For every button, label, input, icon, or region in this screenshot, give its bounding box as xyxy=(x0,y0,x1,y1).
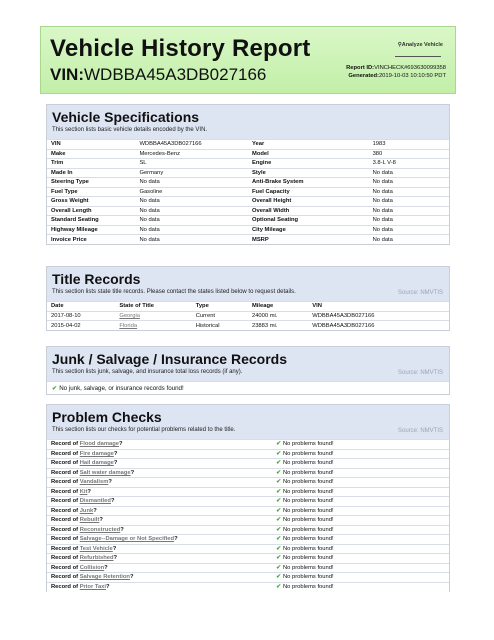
spec-label: Fuel Capacity xyxy=(251,188,290,195)
report-title: Vehicle History Report xyxy=(50,35,311,62)
check-icon: ✔ xyxy=(276,584,281,590)
problem-label: Record of Salvage Retention? xyxy=(51,574,134,581)
spec-value: 3.8-L V-8 xyxy=(372,160,396,167)
problem-result xyxy=(272,573,449,583)
problem-result-text: No problems found! xyxy=(282,574,334,581)
problem-row xyxy=(47,544,449,554)
title-records-header xyxy=(47,267,449,301)
problem-link[interactable]: Flood damage xyxy=(79,441,119,448)
record-of-prefix: Record of xyxy=(51,564,79,571)
check-icon: ✔ xyxy=(52,385,58,392)
spec-value: No data xyxy=(372,226,393,233)
specs-section xyxy=(46,104,450,245)
spec-row xyxy=(47,168,449,178)
problem-label: Record of Prior Taxi? xyxy=(51,584,110,590)
spec-value: No data xyxy=(139,179,160,186)
title-cell: 23883 mi. xyxy=(251,322,278,329)
spec-row xyxy=(47,206,449,216)
spec-row xyxy=(47,235,449,245)
problem-label: Record of Vandalism? xyxy=(51,479,112,486)
spec-value: No data xyxy=(372,236,393,243)
problem-label: Record of Test Vehicle? xyxy=(51,545,117,552)
check-icon: ✔ xyxy=(276,498,281,505)
problem-row xyxy=(47,573,449,583)
record-of-prefix: Record of xyxy=(51,469,79,476)
generated-value: 2019-10-03 10:10:50 PDT xyxy=(378,73,446,79)
check-icon: ✔ xyxy=(276,441,281,448)
magnifier-icon: ⚲ xyxy=(397,42,402,48)
junk-title: Junk / Salvage / Insurance Records xyxy=(52,351,287,367)
problem-link[interactable]: Salt water damage xyxy=(79,469,131,476)
spec-label: Model xyxy=(251,150,269,157)
problem-label: Record of Hail damage? xyxy=(51,460,118,467)
problem-result-text: No problems found! xyxy=(282,507,334,514)
spec-label: Overall Height xyxy=(251,198,292,205)
title-row xyxy=(47,311,449,321)
problem-link[interactable]: Junk xyxy=(79,507,94,514)
title-records-desc: This section lists state title records. Please contact the states listed below to request details. xyxy=(52,289,296,295)
spec-value: SL xyxy=(139,160,147,167)
problem-result xyxy=(272,563,449,573)
problem-link[interactable]: Salvage Retention xyxy=(79,574,130,581)
problem-row xyxy=(47,459,449,469)
spec-label: MSRP xyxy=(251,236,269,243)
spec-value: No data xyxy=(139,226,160,233)
problem-label: Record of Reconstructed? xyxy=(51,526,124,533)
title-records-title: Title Records xyxy=(52,271,141,287)
spec-row xyxy=(47,197,449,207)
problem-label: Record of Dismantled? xyxy=(51,498,115,505)
spec-row xyxy=(47,216,449,226)
problem-link[interactable]: Reconstructed xyxy=(79,526,121,533)
spec-label: Gross Weight xyxy=(51,198,89,205)
spec-value: Germany xyxy=(139,169,164,176)
problem-label: Record of Collision? xyxy=(51,564,108,571)
problem-result xyxy=(272,449,449,459)
problem-label: Record of Refurbished? xyxy=(51,555,118,562)
problem-link[interactable]: Dismantled xyxy=(79,498,111,505)
specs-table xyxy=(47,139,449,244)
spec-label: Anti-Brake System xyxy=(251,179,304,186)
problem-row xyxy=(47,487,449,497)
record-of-prefix: Record of xyxy=(51,555,79,562)
spec-value: No data xyxy=(372,169,393,176)
spec-label: City Mileage xyxy=(251,226,286,233)
vin-heading xyxy=(50,65,266,85)
problem-row xyxy=(47,468,449,478)
problem-result-text: No problems found! xyxy=(282,479,334,486)
spec-row xyxy=(47,140,449,150)
title-cell: Historical xyxy=(195,322,220,329)
check-icon: ✔ xyxy=(276,517,281,524)
check-icon: ✔ xyxy=(276,555,281,562)
problem-result xyxy=(272,478,449,488)
problem-link[interactable]: Kit xyxy=(79,488,88,495)
problem-result-text: No problems found! xyxy=(282,536,334,543)
problem-label: Record of Flood damage? xyxy=(51,441,123,448)
junk-header xyxy=(47,347,449,381)
problem-link[interactable]: Vandalism xyxy=(79,479,109,486)
check-icon: ✔ xyxy=(276,469,281,476)
title-records-source: Source: NMVTIS xyxy=(397,290,443,296)
spec-value: No data xyxy=(372,217,393,224)
title-cell: WDBBA45A3DB027166 xyxy=(312,322,375,329)
problem-result-text: No problems found! xyxy=(282,498,334,505)
spec-value: No data xyxy=(139,236,160,243)
problems-section xyxy=(46,404,450,592)
problem-row xyxy=(47,506,449,516)
title-row xyxy=(47,321,449,331)
record-of-prefix: Record of xyxy=(51,545,79,552)
title-cell xyxy=(115,321,191,331)
problem-result xyxy=(272,459,449,469)
spec-label: Steering Type xyxy=(51,179,89,186)
vin-value: WDBBA45A3DB027166 xyxy=(84,65,267,84)
problem-result xyxy=(272,535,449,545)
title-col-header: Mileage xyxy=(251,303,274,310)
record-of-prefix: Record of xyxy=(51,450,79,457)
check-icon: ✔ xyxy=(276,460,281,467)
title-cell: 2015-04-02 xyxy=(51,322,81,329)
spec-value: 1983 xyxy=(372,141,386,148)
problem-label: Record of Rebuilt? xyxy=(51,517,103,524)
problem-row xyxy=(47,497,449,507)
spec-label: Style xyxy=(251,169,266,176)
title-cell: Current xyxy=(195,312,216,319)
spec-label: Made In xyxy=(51,169,73,176)
problem-link[interactable]: Prior Taxi xyxy=(79,584,106,590)
spec-row xyxy=(47,159,449,169)
check-icon: ✔ xyxy=(276,545,281,552)
title-cell: 24000 mi. xyxy=(251,312,278,319)
spec-label: Make xyxy=(51,150,66,157)
spec-label: Fuel Type xyxy=(51,188,78,195)
spec-value: No data xyxy=(139,217,160,224)
spec-label: Engine xyxy=(251,160,272,167)
problem-result xyxy=(272,554,449,564)
title-records-section xyxy=(46,266,450,331)
problem-row xyxy=(47,516,449,526)
spec-value: No data xyxy=(372,198,393,205)
problem-row xyxy=(47,554,449,564)
spec-row xyxy=(47,149,449,159)
problem-row xyxy=(47,525,449,535)
problem-result-text: No problems found! xyxy=(282,526,334,533)
problem-label: Record of Junk? xyxy=(51,507,97,514)
spec-row xyxy=(47,187,449,197)
report-id-label: Report ID: xyxy=(346,65,375,71)
problems-title: Problem Checks xyxy=(52,409,162,425)
check-icon: ✔ xyxy=(276,536,281,543)
problem-row xyxy=(47,478,449,488)
check-icon: ✔ xyxy=(276,479,281,486)
problem-result xyxy=(272,468,449,478)
spec-label: Year xyxy=(251,141,265,148)
spec-value: No data xyxy=(372,179,393,186)
problem-result-text: No problems found! xyxy=(282,441,334,448)
problem-label: Record of Salvage--Damage or Not Specified? xyxy=(51,536,178,543)
spec-label: Overall Width xyxy=(251,207,290,214)
report-header xyxy=(40,26,456,94)
problem-result-text: No problems found! xyxy=(282,469,334,476)
record-of-prefix: Record of xyxy=(51,517,79,524)
problem-link[interactable]: Hail damage xyxy=(79,460,114,467)
check-icon: ✔ xyxy=(276,507,281,514)
problem-row xyxy=(47,449,449,459)
spec-label: Invoice Price xyxy=(51,236,87,243)
record-of-prefix: Record of xyxy=(51,479,79,486)
problem-link[interactable]: Test Vehicle xyxy=(79,545,113,552)
record-of-prefix: Record of xyxy=(51,460,79,467)
title-col-header: State of Title xyxy=(119,303,155,310)
spec-value: No data xyxy=(372,207,393,214)
problems-desc: This section lists our checks for potential problems related to the title. xyxy=(52,427,236,433)
title-cell xyxy=(115,311,191,321)
title-col-header: Date xyxy=(51,303,64,310)
junk-section xyxy=(46,346,450,395)
vin-label: VIN: xyxy=(50,65,84,84)
spec-label: Highway Mileage xyxy=(51,226,98,233)
problem-result-text: No problems found! xyxy=(282,545,334,552)
state-link[interactable]: Florida xyxy=(119,322,138,329)
spec-value: Gasoline xyxy=(139,188,163,195)
problem-result xyxy=(272,506,449,516)
record-of-prefix: Record of xyxy=(51,498,79,505)
report-id-value: VINCHECK#693630099358 xyxy=(374,65,446,71)
specs-header xyxy=(47,105,449,139)
spec-value: 380 xyxy=(372,150,383,157)
report-meta xyxy=(346,64,446,80)
spec-value: Mercedes-Benz xyxy=(139,150,181,157)
state-link[interactable]: Georgia xyxy=(119,312,140,319)
spec-label: Optional Seating xyxy=(251,217,299,224)
problem-row xyxy=(47,535,449,545)
title-cell: 2017-08-10 xyxy=(51,312,81,319)
problem-link[interactable]: Rebuilt xyxy=(79,517,100,524)
problem-link[interactable]: Collision xyxy=(79,564,105,571)
problem-row xyxy=(47,563,449,573)
junk-source: Source: NMVTIS xyxy=(397,370,443,376)
problem-result xyxy=(272,582,449,592)
problems-table xyxy=(47,439,449,592)
check-icon: ✔ xyxy=(276,574,281,581)
problem-result-text: No problems found! xyxy=(282,517,334,524)
spec-value: No data xyxy=(139,207,160,214)
spec-value: No data xyxy=(139,198,160,205)
problem-result xyxy=(272,516,449,526)
problem-link[interactable]: Fire damage xyxy=(79,450,114,457)
check-icon: ✔ xyxy=(276,488,281,495)
record-of-prefix: Record of xyxy=(51,488,79,495)
spec-label: Overall Length xyxy=(51,207,92,214)
spec-label: VIN xyxy=(51,141,61,148)
spec-label: Standard Seating xyxy=(51,217,99,224)
problem-link[interactable]: Refurbished xyxy=(79,555,114,562)
problem-result-text: No problems found! xyxy=(282,584,334,590)
junk-desc: This section lists junk, salvage, and insurance total loss records (if any). xyxy=(52,369,243,375)
problem-result-text: No problems found! xyxy=(282,564,334,571)
title-cell: WDBBA45A3DB027166 xyxy=(312,312,375,319)
problem-result-text: No problems found! xyxy=(282,460,334,467)
check-icon: ✔ xyxy=(276,450,281,457)
check-icon: ✔ xyxy=(276,526,281,533)
problem-result-text: No problems found! xyxy=(282,555,334,562)
problem-result-text: No problems found! xyxy=(282,450,334,457)
junk-result: ✔ No junk, salvage, or insurance records found! xyxy=(47,381,449,394)
problems-header xyxy=(47,405,449,439)
header-divider xyxy=(395,56,441,57)
analyze-vehicle-link[interactable]: ⚲Analyze Vehicle xyxy=(397,42,443,48)
spec-row xyxy=(47,178,449,188)
record-of-prefix: Record of xyxy=(51,526,79,533)
record-of-prefix: Record of xyxy=(51,584,79,590)
problem-result xyxy=(272,525,449,535)
record-of-prefix: Record of xyxy=(51,441,79,448)
spec-value: WDBBA45A3DB027166 xyxy=(139,141,202,148)
problem-result xyxy=(272,440,449,450)
record-of-prefix: Record of xyxy=(51,507,79,514)
title-col-header: Type xyxy=(195,303,209,310)
problem-label: Record of Kit? xyxy=(51,488,91,495)
problem-row xyxy=(47,440,449,450)
problem-result xyxy=(272,497,449,507)
problem-result-text: No problems found! xyxy=(282,488,334,495)
spec-row xyxy=(47,225,449,235)
problem-row xyxy=(47,582,449,592)
check-icon: ✔ xyxy=(276,564,281,571)
title-records-table xyxy=(47,301,449,330)
problems-source: Source: NMVTIS xyxy=(397,428,443,434)
problem-result xyxy=(272,487,449,497)
generated-label: Generated: xyxy=(348,73,379,79)
spec-value: No data xyxy=(372,188,393,195)
problem-link[interactable]: Salvage--Damage or Not Specified xyxy=(79,536,175,543)
specs-title: Vehicle Specifications xyxy=(52,109,200,125)
problem-result xyxy=(272,544,449,554)
problem-label: Record of Fire damage? xyxy=(51,450,118,457)
problem-label: Record of Salt water damage? xyxy=(51,469,135,476)
spec-label: Trim xyxy=(51,160,64,167)
record-of-prefix: Record of xyxy=(51,536,79,543)
specs-desc: This section lists basic vehicle details encoded by the VIN. xyxy=(52,127,208,133)
title-col-header: VIN xyxy=(312,303,322,310)
record-of-prefix: Record of xyxy=(51,574,79,581)
report-page xyxy=(40,26,456,640)
